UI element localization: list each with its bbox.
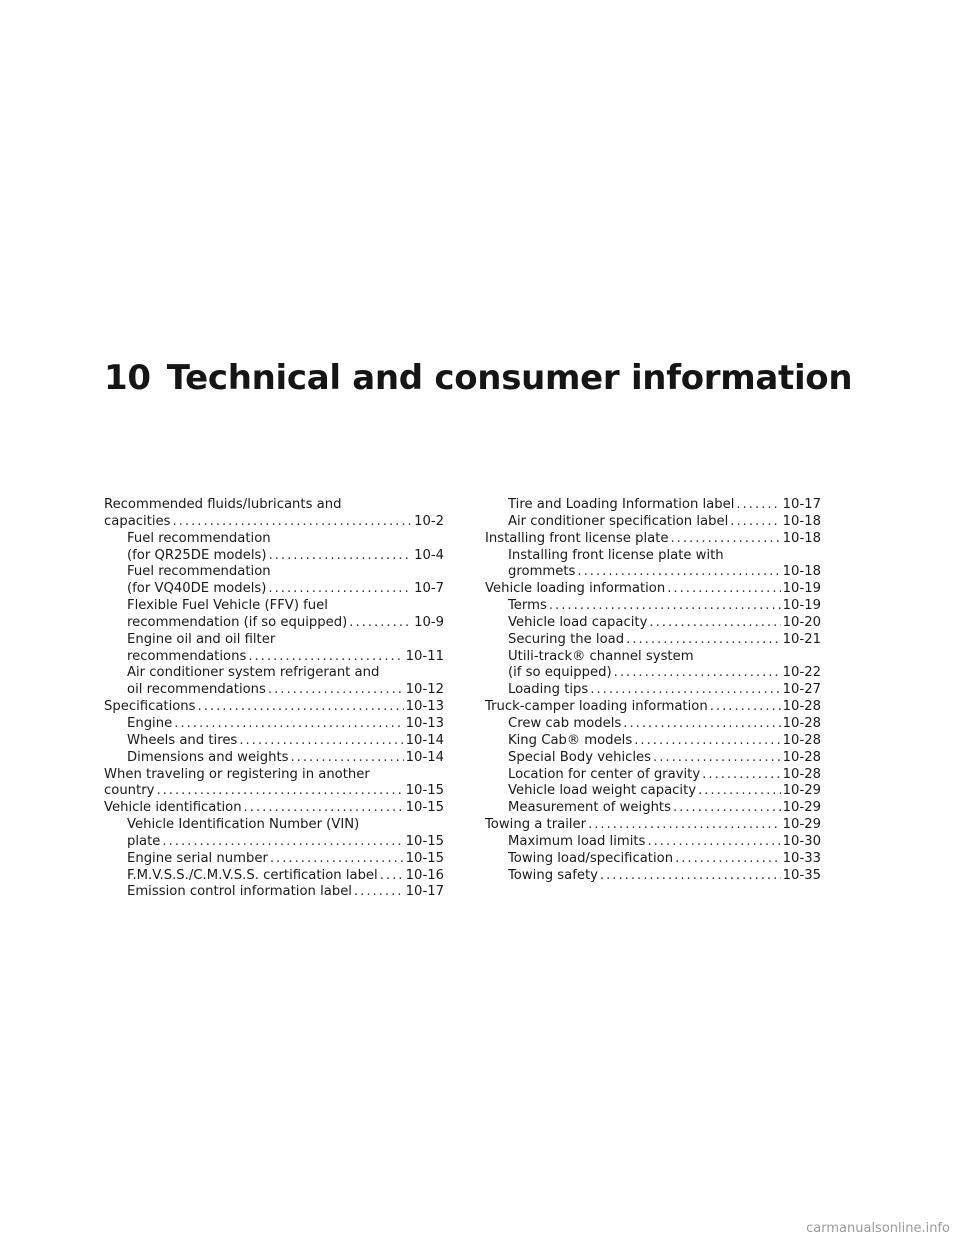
toc-page-number: 10-12	[405, 682, 444, 698]
toc-entry-label: country	[104, 783, 155, 799]
toc-leader-dots	[673, 800, 781, 817]
toc-entry[interactable]	[485, 851, 821, 868]
toc-entry-label: (for VQ40DE models)	[127, 581, 267, 597]
toc-entry-label: Emission control information label	[127, 884, 352, 900]
toc-page-number: 10-28	[782, 766, 821, 782]
toc-entry-label: Loading tips	[508, 682, 589, 698]
toc-entry[interactable]	[104, 665, 444, 699]
toc-leader-dots	[710, 699, 781, 716]
toc-page-number: 10-29	[782, 817, 821, 833]
toc-entry-label: Vehicle load capacity	[508, 614, 648, 630]
toc-page-number: 10-33	[782, 850, 821, 866]
toc-entry-label-line: Engine oil and oil filter	[127, 631, 276, 647]
toc-entry[interactable]	[485, 682, 821, 699]
toc-entry[interactable]	[104, 851, 444, 868]
toc-entry[interactable]	[104, 868, 444, 885]
toc-leader-dots	[248, 649, 403, 666]
chapter-heading: Technical and consumer information	[166, 358, 853, 398]
toc-page-number: 10-19	[782, 581, 821, 597]
toc-leader-dots	[162, 834, 403, 851]
toc-entry-label: Terms	[508, 598, 547, 614]
toc-entry-label: (for QR25DE models)	[127, 547, 267, 563]
toc-page-number: 10-15	[405, 850, 444, 866]
toc-leader-dots	[380, 868, 404, 885]
toc-entry[interactable]	[485, 598, 821, 615]
toc-leader-dots	[626, 632, 781, 649]
toc-entry[interactable]	[485, 497, 821, 514]
toc-entry[interactable]	[485, 868, 821, 885]
toc-entry[interactable]	[485, 581, 821, 598]
toc-entry-label: King Cab® models	[508, 732, 633, 748]
toc-entry-label: Towing load/specification	[508, 850, 674, 866]
toc-entry-label: Securing the load	[508, 631, 625, 647]
toc-entry[interactable]	[485, 699, 821, 716]
toc-page-number: 10-9	[414, 614, 444, 630]
toc-page-number: 10-15	[405, 800, 444, 816]
toc-entry[interactable]	[104, 800, 444, 817]
toc-page-number: 10-28	[782, 732, 821, 748]
toc-leader-dots	[268, 682, 404, 699]
toc-entry[interactable]	[104, 817, 444, 851]
toc-entry-label: grommets	[508, 564, 576, 580]
toc-page-number: 10-18	[782, 513, 821, 529]
toc-entry[interactable]	[485, 733, 821, 750]
toc-entry-label: Special Body vehicles	[508, 749, 652, 765]
toc-entry[interactable]	[485, 716, 821, 733]
toc-entry-label: Dimensions and weights	[127, 749, 289, 765]
toc-entry[interactable]	[485, 800, 821, 817]
toc-page-number: 10-2	[414, 513, 444, 529]
toc-entry[interactable]	[485, 649, 821, 683]
toc-page-number: 10-29	[782, 800, 821, 816]
toc-leader-dots	[588, 817, 781, 834]
toc-entry[interactable]	[104, 884, 444, 901]
toc-entry-label: capacities	[104, 513, 171, 529]
toc-entry[interactable]	[104, 598, 444, 632]
toc-entry-label: Vehicle identification	[104, 800, 242, 816]
toc-page-number: 10-17	[782, 497, 821, 512]
toc-entry[interactable]	[485, 767, 821, 784]
toc-leader-dots	[349, 615, 412, 632]
toc-entry-label: (if so equipped)	[508, 665, 612, 681]
toc-leader-dots	[270, 851, 404, 868]
toc-entry-label-line: Flexible Fuel Vehicle (FFV) fuel	[127, 598, 328, 614]
toc-leader-dots	[174, 716, 403, 733]
toc-leader-dots	[670, 531, 780, 548]
toc-leader-dots	[730, 514, 780, 531]
toc-page-number: 10-7	[414, 581, 444, 597]
toc-page-number: 10-18	[782, 564, 821, 580]
toc-entry[interactable]	[485, 783, 821, 800]
toc-leader-dots	[173, 514, 413, 531]
chapter-number: 10	[104, 358, 151, 398]
watermark: carmanualsonline.info	[806, 1221, 950, 1236]
toc-entry[interactable]	[104, 699, 444, 716]
toc-leader-dots	[647, 834, 780, 851]
toc-entry[interactable]	[104, 531, 444, 565]
toc-page-number: 10-27	[782, 682, 821, 698]
toc-leader-dots	[623, 716, 780, 733]
toc-entry[interactable]	[485, 750, 821, 767]
toc-entry-label: Tire and Loading Information label	[508, 497, 735, 512]
toc-entry[interactable]	[104, 767, 444, 801]
toc-leader-dots	[198, 699, 404, 716]
toc-entry-label-line: Installing front license plate with	[508, 547, 724, 563]
toc-leader-dots	[698, 783, 781, 800]
toc-entry[interactable]	[485, 615, 821, 632]
toc-leader-dots	[653, 750, 781, 767]
toc-entry-label-line: Utili-track® channel system	[508, 648, 694, 664]
toc-leader-dots	[736, 497, 780, 514]
chapter-title	[104, 358, 852, 398]
toc-leader-dots	[590, 682, 780, 699]
toc-leader-dots	[239, 733, 403, 750]
toc-page-number: 10-17	[405, 884, 444, 900]
toc-entry-label: Vehicle load weight capacity	[508, 783, 697, 799]
toc-entry[interactable]	[104, 632, 444, 666]
toc-entry-label: Specifications	[104, 699, 196, 715]
toc-page-number: 10-30	[782, 833, 821, 849]
toc-entry[interactable]	[104, 716, 444, 733]
toc-leader-dots	[291, 750, 404, 767]
toc-entry-label-line: Fuel recommendation	[127, 530, 271, 546]
toc-entry-label: Measurement of weights	[508, 800, 671, 816]
toc-page-number: 10-19	[782, 598, 821, 614]
toc-page-number: 10-14	[405, 732, 444, 748]
toc-page-number: 10-28	[782, 699, 821, 715]
toc-leader-dots	[269, 548, 413, 565]
toc-entry-label-line: Air conditioner system refrigerant and	[127, 665, 380, 681]
toc-leader-dots	[667, 581, 780, 598]
toc-leader-dots	[702, 767, 781, 784]
toc-entry-label: Vehicle loading information	[485, 581, 666, 597]
toc-entry-label: recommendations	[127, 648, 247, 664]
toc-entry[interactable]	[485, 514, 821, 531]
toc-entry-label: Wheels and tires	[127, 732, 238, 748]
toc-entry[interactable]	[104, 497, 444, 531]
toc-page-number: 10-21	[782, 631, 821, 647]
toc-page-number: 10-14	[405, 749, 444, 765]
toc-entry-label-line: Fuel recommendation	[127, 564, 271, 580]
toc-entry[interactable]	[104, 733, 444, 750]
toc-leader-dots	[614, 665, 781, 682]
toc-page-number: 10-13	[405, 715, 444, 731]
toc-leader-dots	[244, 800, 404, 817]
toc-page-number: 10-16	[405, 867, 444, 883]
toc-page-number: 10-28	[782, 715, 821, 731]
toc-page-number: 10-4	[414, 547, 444, 563]
toc-entry-label: oil recommendations	[127, 682, 266, 698]
toc-entry-label-line: Vehicle Identification Number (VIN)	[127, 817, 360, 833]
toc-leader-dots	[675, 851, 781, 868]
toc-leader-dots	[268, 581, 412, 598]
toc-entry-label: recommendation (if so equipped)	[127, 614, 348, 630]
toc-entry-label-line: Recommended fluids/lubricants and	[104, 497, 342, 512]
toc-entry-label: Crew cab models	[508, 715, 622, 731]
toc-entry-label: Towing a trailer	[485, 817, 587, 833]
toc-entry-label: Engine	[127, 715, 173, 731]
toc-page-number: 10-18	[782, 530, 821, 546]
toc-entry[interactable]	[485, 548, 821, 582]
toc-left-column	[104, 497, 444, 901]
toc-page-number: 10-20	[782, 614, 821, 630]
toc-entry[interactable]	[485, 632, 821, 649]
toc-entry-label: Towing safety	[508, 867, 598, 883]
toc-entry[interactable]	[485, 817, 821, 834]
toc-leader-dots	[577, 564, 780, 581]
toc-right-column	[485, 497, 821, 884]
toc-entry[interactable]	[485, 834, 821, 851]
toc-page-number: 10-35	[782, 867, 821, 883]
toc-leader-dots	[649, 615, 780, 632]
toc-page-number: 10-29	[782, 783, 821, 799]
toc-entry-label: Truck-camper loading information	[485, 699, 708, 715]
toc-entry[interactable]	[104, 750, 444, 767]
toc-leader-dots	[156, 783, 403, 800]
toc-leader-dots	[634, 733, 780, 750]
toc-page-number: 10-22	[782, 665, 821, 681]
toc-entry[interactable]	[104, 564, 444, 598]
toc-page-number: 10-28	[782, 749, 821, 765]
toc-page-number: 10-15	[405, 783, 444, 799]
toc-leader-dots	[549, 598, 781, 615]
toc-leader-dots	[600, 868, 781, 885]
toc-entry-label: Location for center of gravity	[508, 766, 701, 782]
toc-leader-dots	[354, 884, 404, 901]
toc-entry[interactable]	[485, 531, 821, 548]
toc-entry-label: Engine serial number	[127, 850, 268, 866]
toc-entry-label: F.M.V.S.S./C.M.V.S.S. certification label	[127, 867, 378, 883]
toc-entry-label: plate	[127, 833, 161, 849]
toc-entry-label: Installing front license plate	[485, 530, 669, 546]
toc-entry-label: Air conditioner specification label	[508, 513, 729, 529]
toc-entry-label-line: When traveling or registering in another	[104, 766, 370, 782]
toc-page-number: 10-11	[405, 648, 444, 664]
toc-page-number: 10-13	[405, 699, 444, 715]
toc-page-number: 10-15	[405, 833, 444, 849]
toc-entry-label: Maximum load limits	[508, 833, 646, 849]
